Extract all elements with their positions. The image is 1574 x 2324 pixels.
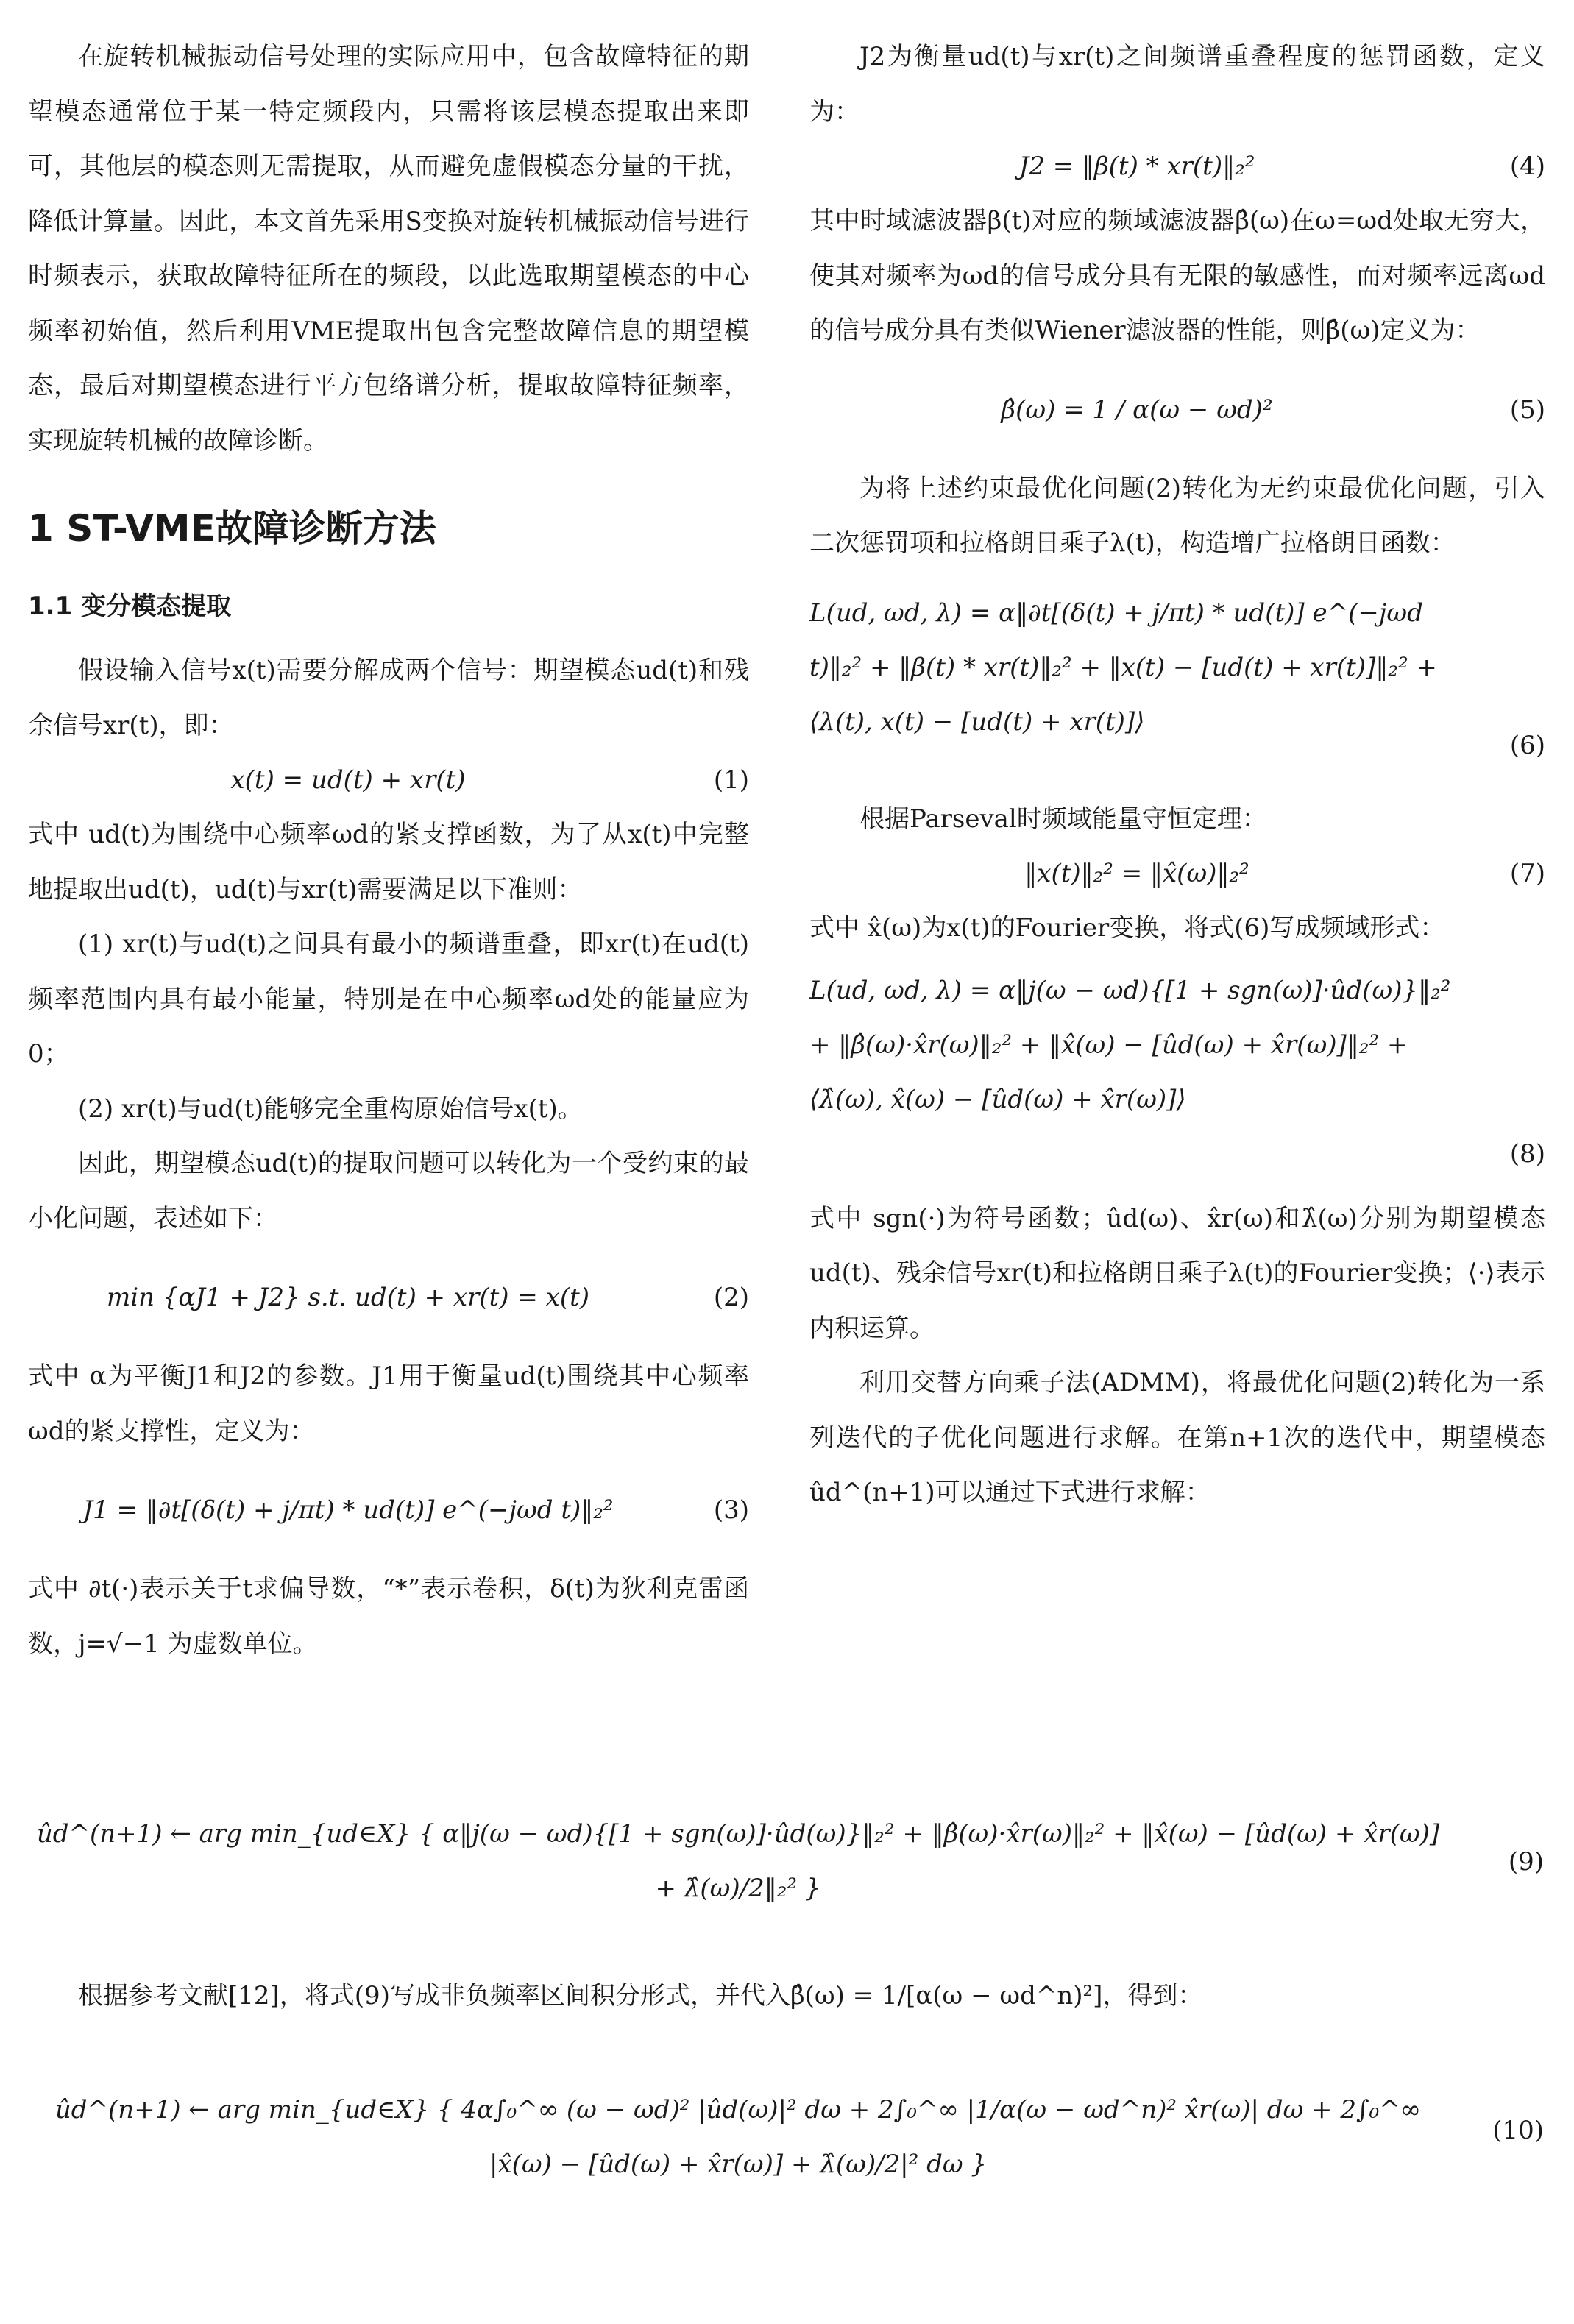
equation-2 <box>28 1246 749 1349</box>
paragraph: 假设输入信号x(t)需要分解成两个信号：期望模态ud(t)和残余信号xr(t)，即： <box>28 656 749 740</box>
paragraph: 为将上述约束最优化问题(2)转化为无约束最优化问题，引入二次惩罚项和拉格朗日乘子λ(t)，构造增广拉格朗日函数： <box>809 473 1545 558</box>
equation-body: β̂(ω) = 1 / α(ω − ωd)² <box>1001 394 1273 425</box>
paragraph: 其中时域滤波器β(t)对应的频域滤波器β̂(ω)在ω=ωd处取无穷大，使其对频率为ωd的信号成分具有无限的敏感性，而对频率远离ωd的信号成分具有类似Wiener滤波器的性能，则β̂(ω)定义为： <box>809 206 1545 345</box>
equation-body: L(ud, ωd, λ) = α‖∂t[(δ(t) + j/πt) * ud(t)] e^(−jωd t)‖₂² + ‖β(t) * xr(t)‖₂² + ‖x(t) − [ud(t) + xr(t)]‖₂² + ⟨λ(t), x(t) − [ud(t) + xr(t)]⟩ <box>809 598 1437 737</box>
equation-body: J1 = ‖∂t[(δ(t) + j/πt) * ud(t)] e^(−jωd t)‖₂² <box>82 1495 614 1525</box>
equation-number: (8) <box>1509 1138 1545 1169</box>
equation-1 <box>28 753 749 807</box>
equation-5 <box>809 358 1545 461</box>
paragraph: 式中 ∂t(·)表示关于t求偏导数，“*”表示卷积，δ(t)为狄利克雷函数，j=√−1 为虚数单位。 <box>28 1574 749 1659</box>
paragraph: 利用交替方向乘子法(ADMM)，将最优化问题(2)转化为一系列迭代的子优化问题进行求解。在第n+1次的迭代中，期望模态ûd^(n+1)可以通过下式进行求解： <box>809 1368 1545 1507</box>
equation-6 <box>809 571 1545 792</box>
equation-number: (9) <box>1508 1847 1544 1877</box>
equation-number: (2) <box>713 1283 749 1312</box>
criterion-1: (1) xr(t)与ud(t)之间具有最小的频谱重叠，即xr(t)在ud(t)频率范围内具有最小能量，特别是在中心频率ωd处的能量应为0； <box>28 929 749 1069</box>
left-column <box>28 29 749 1671</box>
equation-body: ûd^(n+1) ← arg min_{ud∈X} { α‖j(ω − ωd){[1 + sgn(ω)]·ûd(ω)}‖₂² + ‖β̂(ω)·x̂r(ω)‖₂² + ‖x̂(ω) − [ûd(ω) + x̂r(ω)] + λ̂(ω)/2‖₂² } <box>36 1819 1440 1903</box>
equation-9 <box>28 1755 1544 1969</box>
criterion-2: (2) xr(t)与ud(t)能够完全重构原始信号x(t)。 <box>78 1094 583 1124</box>
equation-10 <box>28 2024 1544 2267</box>
paragraph: 因此，期望模态ud(t)的提取问题可以转化为一个受约束的最小化问题，表述如下： <box>28 1149 749 1233</box>
equation-3 <box>28 1459 749 1562</box>
equation-body: L(ud, ωd, λ) = α‖j(ω − ωd){[1 + sgn(ω)]·ûd(ω)}‖₂² + ‖β̂(ω)·x̂r(ω)‖₂² + ‖x̂(ω) − [ûd(ω) + x̂r(ω)]‖₂² + ⟨λ̂(ω), x̂(ω) − [ûd(ω) + x̂r(ω)]⟩ <box>809 975 1451 1114</box>
equation-7 <box>809 846 1545 901</box>
equation-number: (4) <box>1509 152 1545 181</box>
paragraph: 式中 x̂(ω)为x(t)的Fourier变换，将式(6)写成频域形式： <box>809 913 1445 943</box>
full-width-block <box>28 1755 1544 2267</box>
right-column <box>809 29 1545 1520</box>
equation-body: ‖x(t)‖₂² = ‖x̂(ω)‖₂² <box>1024 859 1249 888</box>
section-title: 1 ST-VME故障诊断方法 <box>28 507 436 550</box>
equation-number: (1) <box>713 765 749 795</box>
paragraph: 式中 ud(t)为围绕中心频率ωd的紧支撑函数，为了从x(t)中完整地提取出ud(t)，ud(t)与xr(t)需要满足以下准则： <box>28 820 749 904</box>
equation-number: (10) <box>1492 2115 1544 2145</box>
paragraph: 式中 α为平衡J1和J2的参数。J1用于衡量ud(t)围绕其中心频率ωd的紧支撑性，定义为： <box>28 1361 749 1446</box>
equation-body: J2 = ‖β(t) * xr(t)‖₂² <box>1018 152 1255 181</box>
subsection-title: 1.1 变分模态提取 <box>28 592 232 621</box>
equation-body: ûd^(n+1) ← arg min_{ud∈X} { 4α∫₀^∞ (ω − ωd)² |ûd(ω)|² dω + 2∫₀^∞ |1/α(ω − ωd^n)² x̂r(ω)| dω + 2∫₀^∞ |x̂(ω) − [ûd(ω) + x̂r(ω)] + λ̂(ω)/2|² dω } <box>54 2094 1422 2179</box>
equation-number: (3) <box>713 1495 749 1525</box>
equation-number: (7) <box>1509 859 1545 888</box>
equation-number: (5) <box>1509 394 1545 425</box>
equation-4 <box>809 139 1545 194</box>
intro-paragraph: 在旋转机械振动信号处理的实际应用中，包含故障特征的期望模态通常位于某一特定频段内，只需将该层模态提取出来即可，其他层的模态则无需提取，从而避免虚假模态分量的干扰，降低计算量。因此，本文首先采用S变换对旋转机械振动信号进行时频表示，获取故障特征所在的频段，以此选取期望模态的中心频率初始值，然后利用VME提取出包含完整故障信息的期望模态，最后对期望模态进行平方包络谱分析，提取故障特征频率，实现旋转机械的故障诊断。 <box>28 42 749 456</box>
equation-body: min {αJ1 + J2} s.t. ud(t) + xr(t) = x(t) <box>106 1283 590 1312</box>
paragraph: 式中 sgn(·)为符号函数；ûd(ω)、x̂r(ω)和λ̂(ω)分别为期望模态ud(t)、残余信号xr(t)和拉格朗日乘子λ(t)的Fourier变换；⟨·⟩表示内积运算。 <box>809 1203 1545 1343</box>
equation-body: x(t) = ud(t) + xr(t) <box>230 765 466 795</box>
paragraph: 根据参考文献[12]，将式(9)写成非负频率区间积分形式，并代入β̂(ω) = 1/[α(ω − ωd^n)²]，得到： <box>78 1981 1203 2011</box>
paragraph: 根据Parseval时频域能量守恒定理： <box>859 804 1267 834</box>
paragraph: J2为衡量ud(t)与xr(t)之间频谱重叠程度的惩罚函数，定义为： <box>809 42 1545 127</box>
equation-number: (6) <box>1509 730 1545 760</box>
equation-8 <box>809 956 1545 1191</box>
